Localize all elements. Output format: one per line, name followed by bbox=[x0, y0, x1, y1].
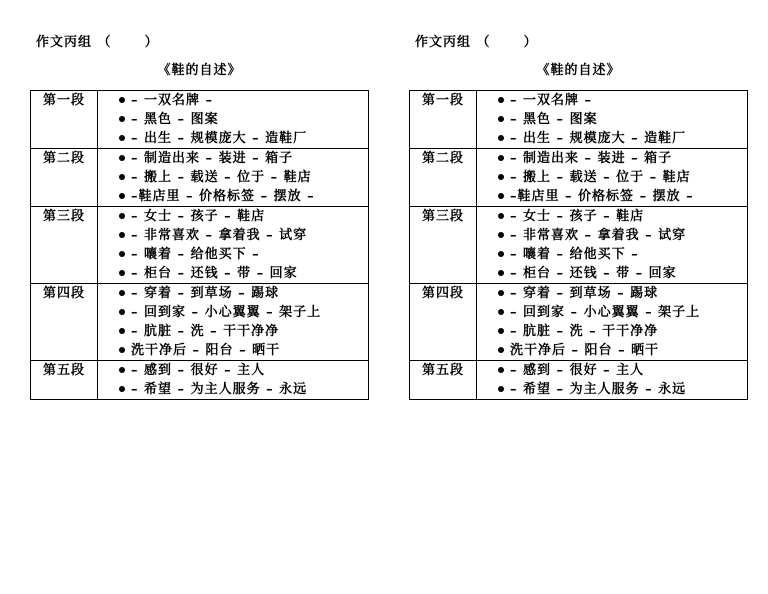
worksheet-panel-right bbox=[409, 0, 748, 594]
bullet-icon bbox=[119, 213, 125, 219]
section-row bbox=[410, 361, 748, 400]
keyword-text: – 穿着 – 到草场 – 踢球 bbox=[510, 286, 659, 301]
bullet-icon bbox=[498, 193, 504, 199]
outline-table bbox=[30, 90, 369, 400]
keyword-item bbox=[119, 168, 368, 187]
keyword-item bbox=[119, 264, 368, 283]
bullet-icon bbox=[498, 174, 504, 180]
bullet-icon bbox=[498, 290, 504, 296]
bullet-icon bbox=[498, 135, 504, 141]
section-keywords bbox=[477, 361, 748, 400]
section-row bbox=[410, 149, 748, 207]
keyword-text: – 出生 – 规模庞大 – 造鞋厂 bbox=[510, 131, 687, 146]
bullet-icon bbox=[119, 347, 125, 353]
keyword-item bbox=[498, 264, 747, 283]
section-label: 第五段 bbox=[31, 361, 98, 400]
keyword-text: –鞋店里 – 价格标签 – 摆放 – bbox=[131, 189, 315, 204]
bullet-icon bbox=[119, 193, 125, 199]
keyword-list bbox=[477, 149, 747, 206]
keyword-text: – 感到 – 很好 – 主人 bbox=[131, 363, 266, 378]
keyword-text: – 搬上 – 载送 – 位于 – 鞋店 bbox=[131, 170, 312, 185]
keyword-item bbox=[498, 187, 747, 206]
keyword-item bbox=[498, 129, 747, 148]
keyword-text: – 柜台 – 还钱 – 带 – 回家 bbox=[510, 266, 677, 281]
keyword-item bbox=[119, 284, 368, 303]
keyword-item bbox=[498, 284, 747, 303]
keyword-list bbox=[98, 361, 368, 399]
group-label: 作文丙组 （ ） bbox=[415, 35, 538, 50]
bullet-icon bbox=[119, 155, 125, 161]
keyword-item bbox=[498, 341, 747, 360]
keyword-item bbox=[498, 361, 747, 380]
bullet-icon bbox=[498, 97, 504, 103]
bullet-icon bbox=[498, 155, 504, 161]
bullet-icon bbox=[119, 386, 125, 392]
keyword-text: – 肮脏 – 洗 – 干干净净 bbox=[131, 324, 280, 339]
keyword-text: – 女士 – 孩子 – 鞋店 bbox=[131, 209, 266, 224]
bullet-icon bbox=[119, 232, 125, 238]
keyword-list bbox=[477, 207, 747, 283]
keyword-text: – 制造出来 – 装进 – 箱子 bbox=[131, 151, 294, 166]
keyword-item bbox=[119, 380, 368, 399]
section-row bbox=[31, 149, 369, 207]
keyword-item bbox=[119, 322, 368, 341]
outline-table-body bbox=[410, 91, 748, 400]
bullet-icon bbox=[498, 328, 504, 334]
keyword-text: –鞋店里 – 价格标签 – 摆放 – bbox=[510, 189, 694, 204]
keyword-text: – 嚷着 – 给他买下 – bbox=[131, 247, 260, 262]
section-keywords bbox=[98, 207, 369, 284]
keyword-list bbox=[98, 149, 368, 206]
outline-table bbox=[409, 90, 748, 400]
bullet-icon bbox=[119, 97, 125, 103]
section-row bbox=[31, 207, 369, 284]
bullet-icon bbox=[498, 213, 504, 219]
section-keywords bbox=[98, 91, 369, 149]
keyword-list bbox=[477, 91, 747, 148]
keyword-text: – 出生 – 规模庞大 – 造鞋厂 bbox=[131, 131, 308, 146]
keyword-text: – 黑色 – 图案 bbox=[131, 112, 219, 127]
keyword-item bbox=[119, 245, 368, 264]
bullet-icon bbox=[498, 386, 504, 392]
keyword-item bbox=[498, 91, 747, 110]
bullet-icon bbox=[119, 135, 125, 141]
section-label: 第四段 bbox=[31, 284, 98, 361]
bullet-icon bbox=[498, 251, 504, 257]
keyword-item bbox=[119, 226, 368, 245]
essay-title: 《鞋的自述》 bbox=[157, 63, 242, 78]
keyword-item bbox=[498, 207, 747, 226]
keyword-text: – 回到家 – 小心翼翼 – 架子上 bbox=[510, 305, 701, 320]
section-label: 第一段 bbox=[410, 91, 477, 149]
keyword-text: – 柜台 – 还钱 – 带 – 回家 bbox=[131, 266, 298, 281]
section-row bbox=[410, 284, 748, 361]
section-row bbox=[31, 284, 369, 361]
keyword-item bbox=[498, 322, 747, 341]
section-label: 第一段 bbox=[31, 91, 98, 149]
keyword-list bbox=[98, 284, 368, 360]
section-label: 第三段 bbox=[31, 207, 98, 284]
keyword-text: 洗干净后 – 阳台 – 晒干 bbox=[131, 343, 281, 358]
keyword-text: – 搬上 – 载送 – 位于 – 鞋店 bbox=[510, 170, 691, 185]
keyword-text: – 回到家 – 小心翼翼 – 架子上 bbox=[131, 305, 322, 320]
keyword-item bbox=[119, 149, 368, 168]
section-label: 第五段 bbox=[410, 361, 477, 400]
section-row bbox=[410, 207, 748, 284]
keyword-item bbox=[119, 91, 368, 110]
keyword-text: – 嚷着 – 给他买下 – bbox=[510, 247, 639, 262]
essay-title: 《鞋的自述》 bbox=[536, 63, 621, 78]
section-label: 第二段 bbox=[31, 149, 98, 207]
keyword-text: – 非常喜欢 – 拿着我 – 试穿 bbox=[510, 228, 687, 243]
keyword-item bbox=[498, 303, 747, 322]
keyword-text: – 非常喜欢 – 拿着我 – 试穿 bbox=[131, 228, 308, 243]
keyword-text: – 女士 – 孩子 – 鞋店 bbox=[510, 209, 645, 224]
keyword-item bbox=[498, 168, 747, 187]
bullet-icon bbox=[119, 270, 125, 276]
keyword-text: 洗干净后 – 阳台 – 晒干 bbox=[510, 343, 660, 358]
section-keywords bbox=[477, 91, 748, 149]
section-label: 第三段 bbox=[410, 207, 477, 284]
bullet-icon bbox=[119, 290, 125, 296]
keyword-list bbox=[477, 284, 747, 360]
section-keywords bbox=[477, 284, 748, 361]
keyword-text: – 一双名牌 – bbox=[510, 93, 593, 108]
keyword-item bbox=[498, 245, 747, 264]
keyword-item bbox=[119, 303, 368, 322]
worksheet-panel-left bbox=[30, 0, 369, 594]
bullet-icon bbox=[119, 116, 125, 122]
keyword-item bbox=[498, 149, 747, 168]
section-keywords bbox=[98, 284, 369, 361]
keyword-item bbox=[119, 341, 368, 360]
keyword-list bbox=[477, 361, 747, 399]
bullet-icon bbox=[119, 367, 125, 373]
section-row bbox=[410, 91, 748, 149]
section-keywords bbox=[477, 207, 748, 284]
keyword-text: – 希望 – 为主人服务 – 永远 bbox=[510, 382, 687, 397]
keyword-item bbox=[498, 110, 747, 129]
bullet-icon bbox=[119, 251, 125, 257]
section-row bbox=[31, 361, 369, 400]
keyword-item bbox=[119, 207, 368, 226]
keyword-item bbox=[119, 129, 368, 148]
keyword-list bbox=[98, 91, 368, 148]
keyword-item bbox=[498, 380, 747, 399]
keyword-item bbox=[119, 361, 368, 380]
outline-table-body bbox=[31, 91, 369, 400]
section-label: 第二段 bbox=[410, 149, 477, 207]
keyword-text: – 穿着 – 到草场 – 踢球 bbox=[131, 286, 280, 301]
section-keywords bbox=[477, 149, 748, 207]
bullet-icon bbox=[498, 367, 504, 373]
keyword-item bbox=[498, 226, 747, 245]
bullet-icon bbox=[498, 347, 504, 353]
keyword-item bbox=[119, 187, 368, 206]
bullet-icon bbox=[119, 309, 125, 315]
keyword-list bbox=[98, 207, 368, 283]
bullet-icon bbox=[119, 328, 125, 334]
keyword-item bbox=[119, 110, 368, 129]
keyword-text: – 一双名牌 – bbox=[131, 93, 214, 108]
bullet-icon bbox=[498, 232, 504, 238]
bullet-icon bbox=[498, 116, 504, 122]
section-row bbox=[31, 91, 369, 149]
group-label: 作文丙组 （ ） bbox=[36, 35, 159, 50]
bullet-icon bbox=[498, 270, 504, 276]
keyword-text: – 肮脏 – 洗 – 干干净净 bbox=[510, 324, 659, 339]
keyword-text: – 制造出来 – 装进 – 箱子 bbox=[510, 151, 673, 166]
section-keywords bbox=[98, 361, 369, 400]
bullet-icon bbox=[119, 174, 125, 180]
section-keywords bbox=[98, 149, 369, 207]
bullet-icon bbox=[498, 309, 504, 315]
section-label: 第四段 bbox=[410, 284, 477, 361]
keyword-text: – 黑色 – 图案 bbox=[510, 112, 598, 127]
keyword-text: – 希望 – 为主人服务 – 永远 bbox=[131, 382, 308, 397]
keyword-text: – 感到 – 很好 – 主人 bbox=[510, 363, 645, 378]
